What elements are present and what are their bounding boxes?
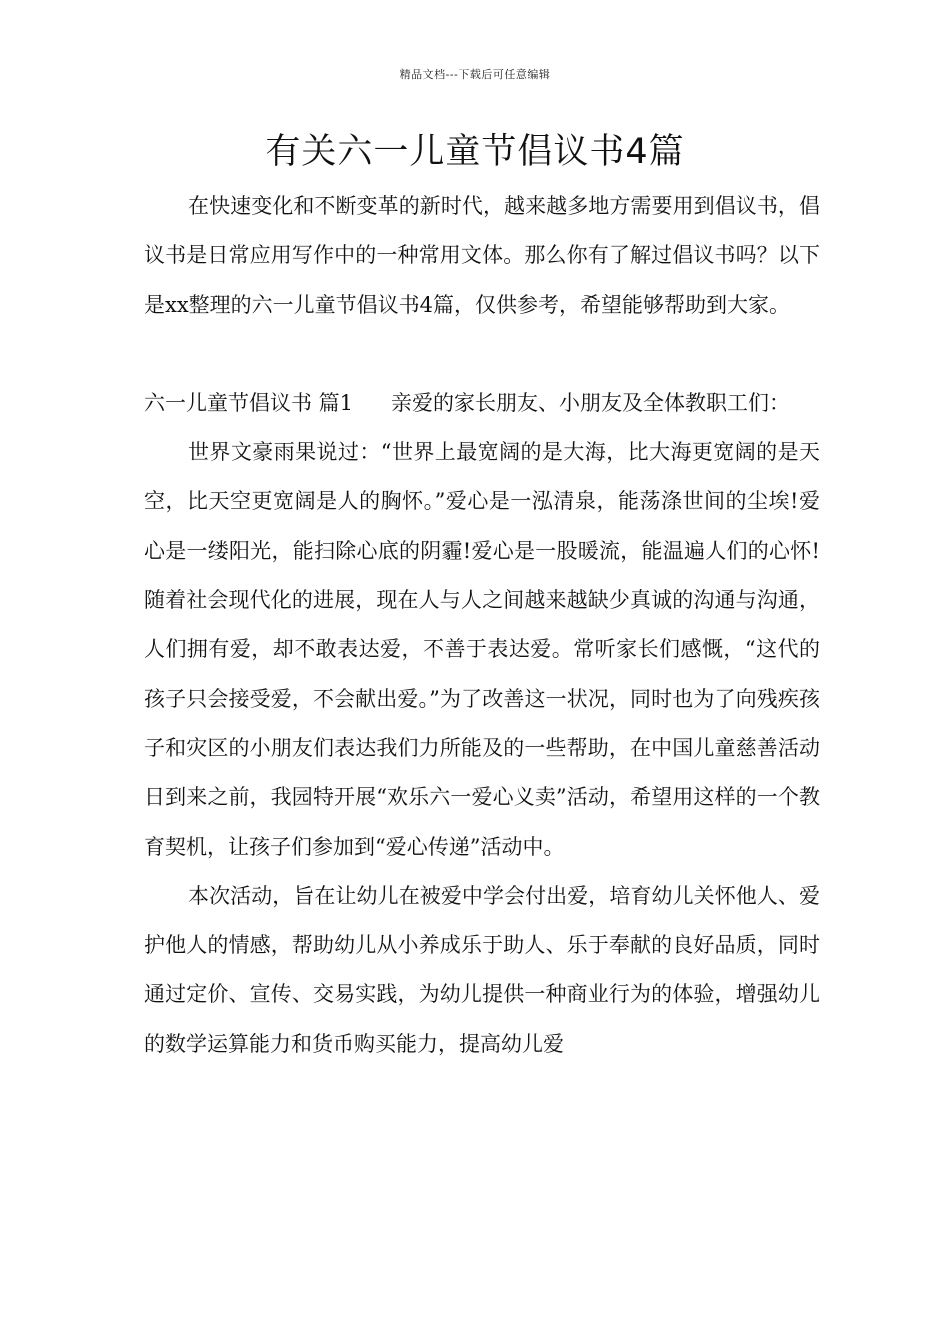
document-body bbox=[144, 182, 820, 1069]
page-header: 精品文档---下载后可任意编辑 bbox=[399, 68, 551, 81]
section-greeting: 亲爱的家长朋友、小朋友及全体教职工们： bbox=[391, 390, 791, 415]
intro-paragraph: 在快速变化和不断变革的新时代，越来越多地方需要用到倡议书，倡议书是日常应用写作中的一种常用文体。那么你有了解过倡议书吗？以下是xx整理的六一儿童节倡议书4篇，仅供参考，希望能够帮助到大家。 bbox=[144, 194, 820, 317]
body-paragraph: 本次活动，旨在让幼儿在被爱中学会付出爱，培育幼儿关怀他人、爱护他人的情感，帮助幼儿从小养成乐于助人、乐于奉献的良好品质，同时通过定价、宣传、交易实践，为幼儿提供一种商业行为的体验，增强幼儿的数学运算能力和货币购买能力，提高幼儿爱 bbox=[144, 883, 820, 1056]
paragraph-gap bbox=[144, 330, 820, 379]
section-heading-paragraph bbox=[144, 379, 820, 428]
document-title: 有关六一儿童节倡议书4篇 bbox=[265, 132, 685, 172]
body-paragraph: 世界文豪雨果说过：“世界上最宽阔的是大海，比大海更宽阔的是天空，比天空更宽阔是人的胸怀。”爱心是一泓清泉，能荡涤世间的尘埃!爱心是一缕阳光，能扫除心底的阴霾!爱心是一股暖流，能温遍人们的心怀!随着社会现代化的进展，现在人与人之间越来越缺少真诚的沟通与沟通，人们拥有爱，却不敢表达爱，不善于表达爱。常听家长们感慨，“这代的孩子只会接受爱，不会献出爱。”为了改善这一状况，同时也为了向残疾孩子和灾区的小朋友们表达我们力所能及的一些帮助，在中国儿童慈善活动日到来之前，我园特开展“欢乐六一爱心义卖”活动，希望用这样的一个教育契机，让孩子们参加到“爱心传递”活动中。 bbox=[144, 440, 820, 859]
section-label: 六一儿童节倡议书 篇1 bbox=[144, 390, 354, 415]
